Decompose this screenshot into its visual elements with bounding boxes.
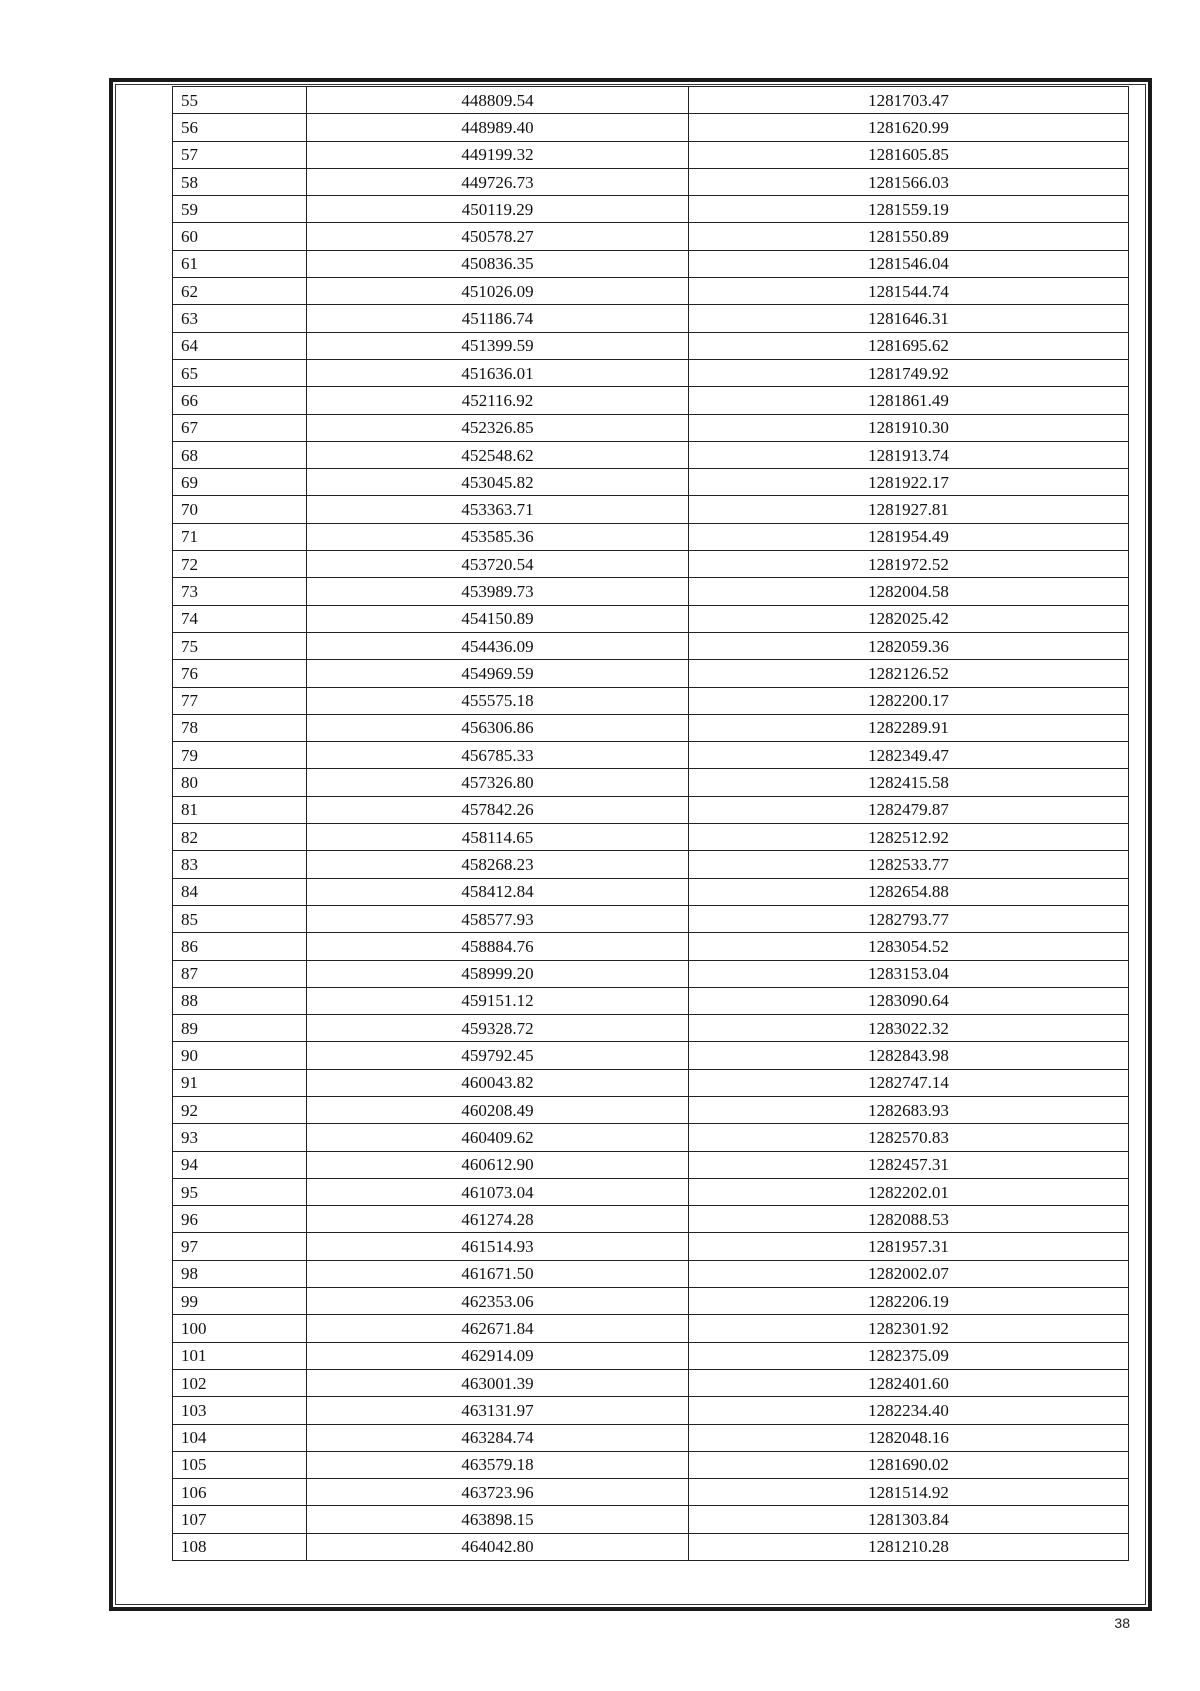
y-coordinate-cell: 1283090.64 — [689, 987, 1129, 1014]
point-number-cell: 97 — [173, 1233, 307, 1260]
x-coordinate-cell: 451186.74 — [307, 305, 689, 332]
x-coordinate-cell: 463723.96 — [307, 1479, 689, 1506]
y-coordinate-cell: 1282375.09 — [689, 1342, 1129, 1369]
point-number-cell: 72 — [173, 551, 307, 578]
y-coordinate-cell: 1281927.81 — [689, 496, 1129, 523]
table-row — [173, 824, 1129, 851]
point-number-cell: 95 — [173, 1178, 307, 1205]
table-row — [173, 496, 1129, 523]
x-coordinate-cell: 461274.28 — [307, 1206, 689, 1233]
y-coordinate-cell: 1281303.84 — [689, 1506, 1129, 1533]
table-row — [173, 1288, 1129, 1315]
y-coordinate-cell: 1281749.92 — [689, 359, 1129, 386]
y-coordinate-cell: 1282301.92 — [689, 1315, 1129, 1342]
x-coordinate-cell: 460612.90 — [307, 1151, 689, 1178]
table-row — [173, 687, 1129, 714]
point-number-cell: 105 — [173, 1451, 307, 1478]
y-coordinate-cell: 1282200.17 — [689, 687, 1129, 714]
table-row — [173, 1506, 1129, 1533]
point-number-cell: 101 — [173, 1342, 307, 1369]
table-row — [173, 714, 1129, 741]
coordinates-table-body — [173, 87, 1129, 1561]
table-row — [173, 1260, 1129, 1287]
point-number-cell: 88 — [173, 987, 307, 1014]
table-row — [173, 1151, 1129, 1178]
table-row — [173, 987, 1129, 1014]
table-row — [173, 523, 1129, 550]
point-number-cell: 64 — [173, 332, 307, 359]
y-coordinate-cell: 1282025.42 — [689, 605, 1129, 632]
y-coordinate-cell: 1281910.30 — [689, 414, 1129, 441]
table-row — [173, 387, 1129, 414]
y-coordinate-cell: 1281972.52 — [689, 551, 1129, 578]
table-row — [173, 551, 1129, 578]
point-number-cell: 107 — [173, 1506, 307, 1533]
x-coordinate-cell: 463898.15 — [307, 1506, 689, 1533]
y-coordinate-cell: 1282747.14 — [689, 1069, 1129, 1096]
point-number-cell: 96 — [173, 1206, 307, 1233]
point-number-cell: 94 — [173, 1151, 307, 1178]
table-row — [173, 1424, 1129, 1451]
table-row — [173, 141, 1129, 168]
point-number-cell: 104 — [173, 1424, 307, 1451]
point-number-cell: 73 — [173, 578, 307, 605]
point-number-cell: 98 — [173, 1260, 307, 1287]
x-coordinate-cell: 452326.85 — [307, 414, 689, 441]
point-number-cell: 86 — [173, 933, 307, 960]
point-number-cell: 92 — [173, 1096, 307, 1123]
y-coordinate-cell: 1282683.93 — [689, 1096, 1129, 1123]
point-number-cell: 91 — [173, 1069, 307, 1096]
y-coordinate-cell: 1282202.01 — [689, 1178, 1129, 1205]
y-coordinate-cell: 1281922.17 — [689, 469, 1129, 496]
y-coordinate-cell: 1282048.16 — [689, 1424, 1129, 1451]
x-coordinate-cell: 458577.93 — [307, 905, 689, 932]
y-coordinate-cell: 1283153.04 — [689, 960, 1129, 987]
point-number-cell: 74 — [173, 605, 307, 632]
y-coordinate-cell: 1282570.83 — [689, 1124, 1129, 1151]
point-number-cell: 80 — [173, 769, 307, 796]
y-coordinate-cell: 1281646.31 — [689, 305, 1129, 332]
table-row — [173, 769, 1129, 796]
point-number-cell: 99 — [173, 1288, 307, 1315]
table-row — [173, 742, 1129, 769]
point-number-cell: 67 — [173, 414, 307, 441]
x-coordinate-cell: 459328.72 — [307, 1015, 689, 1042]
x-coordinate-cell: 461671.50 — [307, 1260, 689, 1287]
table-row — [173, 114, 1129, 141]
table-row — [173, 1178, 1129, 1205]
x-coordinate-cell: 455575.18 — [307, 687, 689, 714]
x-coordinate-cell: 463131.97 — [307, 1397, 689, 1424]
point-number-cell: 84 — [173, 878, 307, 905]
point-number-cell: 59 — [173, 196, 307, 223]
y-coordinate-cell: 1283022.32 — [689, 1015, 1129, 1042]
point-number-cell: 55 — [173, 87, 307, 114]
table-row — [173, 250, 1129, 277]
x-coordinate-cell: 454150.89 — [307, 605, 689, 632]
table-row — [173, 796, 1129, 823]
x-coordinate-cell: 460043.82 — [307, 1069, 689, 1096]
x-coordinate-cell: 461514.93 — [307, 1233, 689, 1260]
x-coordinate-cell: 458268.23 — [307, 851, 689, 878]
x-coordinate-cell: 459151.12 — [307, 987, 689, 1014]
x-coordinate-cell: 454436.09 — [307, 632, 689, 659]
x-coordinate-cell: 460208.49 — [307, 1096, 689, 1123]
y-coordinate-cell: 1281605.85 — [689, 141, 1129, 168]
y-coordinate-cell: 1281620.99 — [689, 114, 1129, 141]
x-coordinate-cell: 458999.20 — [307, 960, 689, 987]
y-coordinate-cell: 1281913.74 — [689, 441, 1129, 468]
x-coordinate-cell: 458884.76 — [307, 933, 689, 960]
table-row — [173, 223, 1129, 250]
point-number-cell: 106 — [173, 1479, 307, 1506]
x-coordinate-cell: 452548.62 — [307, 441, 689, 468]
table-row — [173, 1342, 1129, 1369]
point-number-cell: 62 — [173, 278, 307, 305]
x-coordinate-cell: 450578.27 — [307, 223, 689, 250]
y-coordinate-cell: 1282793.77 — [689, 905, 1129, 932]
y-coordinate-cell: 1281546.04 — [689, 250, 1129, 277]
y-coordinate-cell: 1282002.07 — [689, 1260, 1129, 1287]
point-number-cell: 77 — [173, 687, 307, 714]
point-number-cell: 58 — [173, 168, 307, 195]
point-number-cell: 57 — [173, 141, 307, 168]
point-number-cell: 71 — [173, 523, 307, 550]
table-row — [173, 359, 1129, 386]
y-coordinate-cell: 1282415.58 — [689, 769, 1129, 796]
table-row — [173, 1206, 1129, 1233]
point-number-cell: 65 — [173, 359, 307, 386]
table-row — [173, 1479, 1129, 1506]
y-coordinate-cell: 1281957.31 — [689, 1233, 1129, 1260]
table-row — [173, 168, 1129, 195]
y-coordinate-cell: 1282533.77 — [689, 851, 1129, 878]
y-coordinate-cell: 1282654.88 — [689, 878, 1129, 905]
point-number-cell: 66 — [173, 387, 307, 414]
x-coordinate-cell: 457842.26 — [307, 796, 689, 823]
y-coordinate-cell: 1282004.58 — [689, 578, 1129, 605]
x-coordinate-cell: 463284.74 — [307, 1424, 689, 1451]
table-row — [173, 960, 1129, 987]
table-row — [173, 878, 1129, 905]
x-coordinate-cell: 462914.09 — [307, 1342, 689, 1369]
point-number-cell: 79 — [173, 742, 307, 769]
x-coordinate-cell: 459792.45 — [307, 1042, 689, 1069]
point-number-cell: 103 — [173, 1397, 307, 1424]
y-coordinate-cell: 1282401.60 — [689, 1369, 1129, 1396]
point-number-cell: 102 — [173, 1369, 307, 1396]
table-row — [173, 905, 1129, 932]
point-number-cell: 100 — [173, 1315, 307, 1342]
x-coordinate-cell: 456306.86 — [307, 714, 689, 741]
table-row — [173, 1233, 1129, 1260]
y-coordinate-cell: 1282457.31 — [689, 1151, 1129, 1178]
y-coordinate-cell: 1282234.40 — [689, 1397, 1129, 1424]
table-row — [173, 578, 1129, 605]
x-coordinate-cell: 454969.59 — [307, 660, 689, 687]
point-number-cell: 63 — [173, 305, 307, 332]
table-row — [173, 1015, 1129, 1042]
coordinates-table — [172, 86, 1129, 1561]
table-row — [173, 851, 1129, 878]
table-row — [173, 605, 1129, 632]
table-row — [173, 305, 1129, 332]
table-row — [173, 1124, 1129, 1151]
point-number-cell: 75 — [173, 632, 307, 659]
y-coordinate-cell: 1281514.92 — [689, 1479, 1129, 1506]
x-coordinate-cell: 457326.80 — [307, 769, 689, 796]
x-coordinate-cell: 462353.06 — [307, 1288, 689, 1315]
table-row — [173, 1069, 1129, 1096]
x-coordinate-cell: 451636.01 — [307, 359, 689, 386]
x-coordinate-cell: 450119.29 — [307, 196, 689, 223]
table-row — [173, 332, 1129, 359]
x-coordinate-cell: 463579.18 — [307, 1451, 689, 1478]
point-number-cell: 87 — [173, 960, 307, 987]
x-coordinate-cell: 453363.71 — [307, 496, 689, 523]
x-coordinate-cell: 463001.39 — [307, 1369, 689, 1396]
table-row — [173, 441, 1129, 468]
table-row — [173, 1451, 1129, 1478]
x-coordinate-cell: 464042.80 — [307, 1533, 689, 1560]
table-row — [173, 278, 1129, 305]
table-row — [173, 632, 1129, 659]
table-row — [173, 87, 1129, 114]
y-coordinate-cell: 1282289.91 — [689, 714, 1129, 741]
y-coordinate-cell: 1281210.28 — [689, 1533, 1129, 1560]
x-coordinate-cell: 448989.40 — [307, 114, 689, 141]
x-coordinate-cell: 449726.73 — [307, 168, 689, 195]
y-coordinate-cell: 1282512.92 — [689, 824, 1129, 851]
point-number-cell: 60 — [173, 223, 307, 250]
x-coordinate-cell: 456785.33 — [307, 742, 689, 769]
table-row — [173, 469, 1129, 496]
x-coordinate-cell: 453720.54 — [307, 551, 689, 578]
y-coordinate-cell: 1281544.74 — [689, 278, 1129, 305]
y-coordinate-cell: 1282843.98 — [689, 1042, 1129, 1069]
table-row — [173, 1096, 1129, 1123]
x-coordinate-cell: 461073.04 — [307, 1178, 689, 1205]
y-coordinate-cell: 1281566.03 — [689, 168, 1129, 195]
x-coordinate-cell: 453585.36 — [307, 523, 689, 550]
point-number-cell: 89 — [173, 1015, 307, 1042]
x-coordinate-cell: 453045.82 — [307, 469, 689, 496]
point-number-cell: 69 — [173, 469, 307, 496]
y-coordinate-cell: 1282059.36 — [689, 632, 1129, 659]
table-row — [173, 196, 1129, 223]
table-row — [173, 933, 1129, 960]
x-coordinate-cell: 453989.73 — [307, 578, 689, 605]
x-coordinate-cell: 458412.84 — [307, 878, 689, 905]
y-coordinate-cell: 1281861.49 — [689, 387, 1129, 414]
y-coordinate-cell: 1281695.62 — [689, 332, 1129, 359]
table-row — [173, 1369, 1129, 1396]
point-number-cell: 81 — [173, 796, 307, 823]
y-coordinate-cell: 1282126.52 — [689, 660, 1129, 687]
table-row — [173, 414, 1129, 441]
y-coordinate-cell: 1281690.02 — [689, 1451, 1129, 1478]
point-number-cell: 61 — [173, 250, 307, 277]
table-row — [173, 1533, 1129, 1560]
table-row — [173, 660, 1129, 687]
point-number-cell: 82 — [173, 824, 307, 851]
point-number-cell: 83 — [173, 851, 307, 878]
table-row — [173, 1397, 1129, 1424]
x-coordinate-cell: 462671.84 — [307, 1315, 689, 1342]
point-number-cell: 108 — [173, 1533, 307, 1560]
x-coordinate-cell: 449199.32 — [307, 141, 689, 168]
table-row — [173, 1042, 1129, 1069]
point-number-cell: 68 — [173, 441, 307, 468]
point-number-cell: 70 — [173, 496, 307, 523]
y-coordinate-cell: 1282479.87 — [689, 796, 1129, 823]
x-coordinate-cell: 451399.59 — [307, 332, 689, 359]
y-coordinate-cell: 1281550.89 — [689, 223, 1129, 250]
point-number-cell: 85 — [173, 905, 307, 932]
point-number-cell: 78 — [173, 714, 307, 741]
x-coordinate-cell: 451026.09 — [307, 278, 689, 305]
y-coordinate-cell: 1282349.47 — [689, 742, 1129, 769]
point-number-cell: 56 — [173, 114, 307, 141]
page-number: 38 — [1114, 1615, 1130, 1631]
y-coordinate-cell: 1283054.52 — [689, 933, 1129, 960]
x-coordinate-cell: 452116.92 — [307, 387, 689, 414]
y-coordinate-cell: 1282206.19 — [689, 1288, 1129, 1315]
x-coordinate-cell: 448809.54 — [307, 87, 689, 114]
y-coordinate-cell: 1281954.49 — [689, 523, 1129, 550]
y-coordinate-cell: 1282088.53 — [689, 1206, 1129, 1233]
point-number-cell: 90 — [173, 1042, 307, 1069]
point-number-cell: 76 — [173, 660, 307, 687]
x-coordinate-cell: 460409.62 — [307, 1124, 689, 1151]
y-coordinate-cell: 1281703.47 — [689, 87, 1129, 114]
point-number-cell: 93 — [173, 1124, 307, 1151]
x-coordinate-cell: 450836.35 — [307, 250, 689, 277]
x-coordinate-cell: 458114.65 — [307, 824, 689, 851]
table-row — [173, 1315, 1129, 1342]
y-coordinate-cell: 1281559.19 — [689, 196, 1129, 223]
